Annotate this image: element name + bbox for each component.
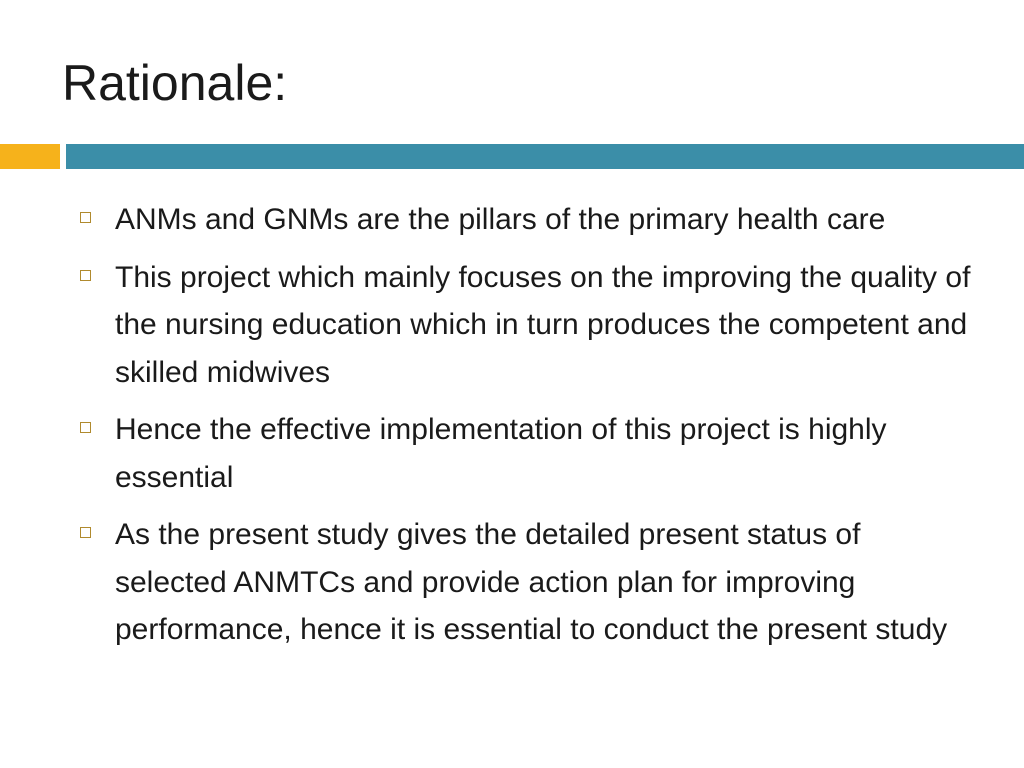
bullet-item: [80, 196, 980, 244]
bullet-text: As the present study gives the detailed present status of selected ANMTCs and provide action plan for improving performance, hence it is essential to conduct the present study: [115, 518, 948, 646]
bullet-text: ANMs and GNMs are the pillars of the primary health care: [115, 203, 886, 236]
square-bullet-icon: [80, 527, 91, 538]
bullet-item: [80, 254, 980, 397]
bullet-item: [80, 511, 980, 654]
slide-title: Rationale:: [62, 55, 288, 111]
bullet-list: [80, 196, 980, 664]
accent-bar-orange: [0, 144, 60, 169]
square-bullet-icon: [80, 422, 91, 433]
accent-bar-teal: [66, 144, 1024, 169]
square-bullet-icon: [80, 212, 91, 223]
bullet-text: Hence the effective implementation of this project is highly essential: [115, 413, 887, 494]
bullet-text: This project which mainly focuses on the improving the quality of the nursing education which in turn produces the competent and skilled midwives: [115, 260, 971, 389]
bullet-item: [80, 406, 980, 501]
square-bullet-icon: [80, 270, 91, 281]
